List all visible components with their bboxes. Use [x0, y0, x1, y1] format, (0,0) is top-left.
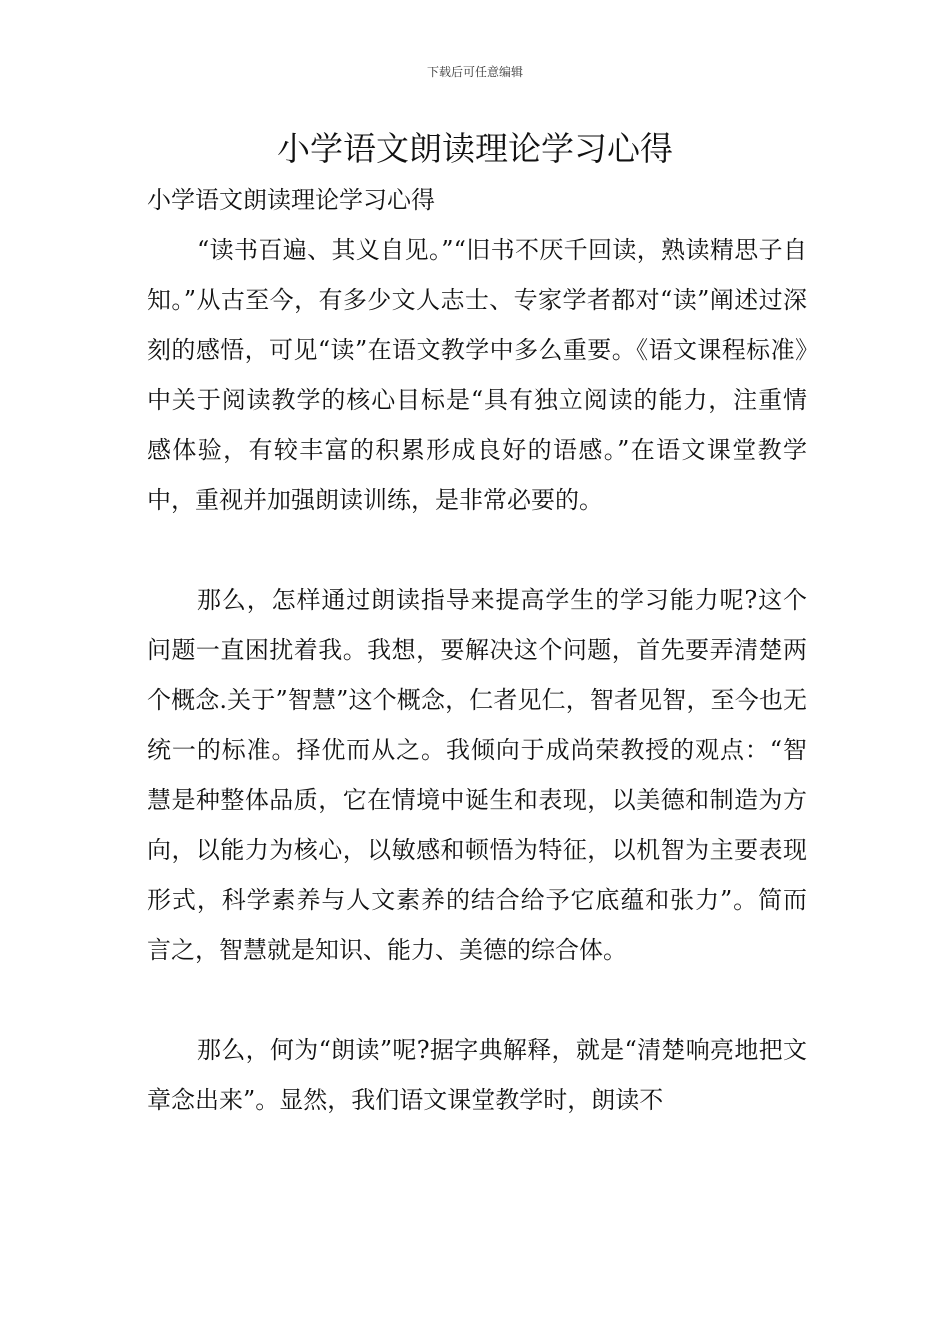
document-subtitle: 小学语文朗读理论学习心得 [147, 186, 435, 214]
paragraph-spacer [147, 525, 807, 575]
paragraph-spacer [147, 975, 807, 1025]
document-body [147, 175, 807, 1125]
document-title: 小学语文朗读理论学习心得 [277, 129, 673, 168]
paragraph-2: 那么，怎样通过朗读指导来提高学生的学习能力呢?这个问题一直困扰着我。我想，要解决这个问题，首先要弄清楚两个概念.关于”智慧”这个概念，仁者见仁，智者见智，至今也无统一的标准。择优而从之。我倾向于成尚荣教授的观点：“智慧是种整体品质，它在情境中诞生和表现，以美德和制造为方向，以能力为核心，以敏感和顿悟为特征，以机智为主要表现形式，科学素养与人文素养的结合给予它底蕴和张力”。简而言之，智慧就是知识、能力、美德的综合体。 [147, 586, 807, 964]
paragraph-1: “读书百遍、其义自见。”“旧书不厌千回读，熟读精思子自知。”从古至今，有多少文人志士、专家学者都对“读”阐述过深刻的感悟，可见“读”在语文教学中多么重要。《语文课程标准》中关于阅读教学的核心目标是“具有独立阅读的能力，注重情感体验，有较丰富的积累形成良好的语感。”在语文课堂教学中，重视并加强朗读训练，是非常必要的。 [147, 236, 807, 514]
header-note: 下载后可任意编辑 [426, 65, 523, 79]
paragraph-3: 那么，何为“朗读”呢?据字典解释，就是“清楚响亮地把文章念出来”。显然，我们语文课堂教学时，朗读不 [147, 1036, 807, 1114]
